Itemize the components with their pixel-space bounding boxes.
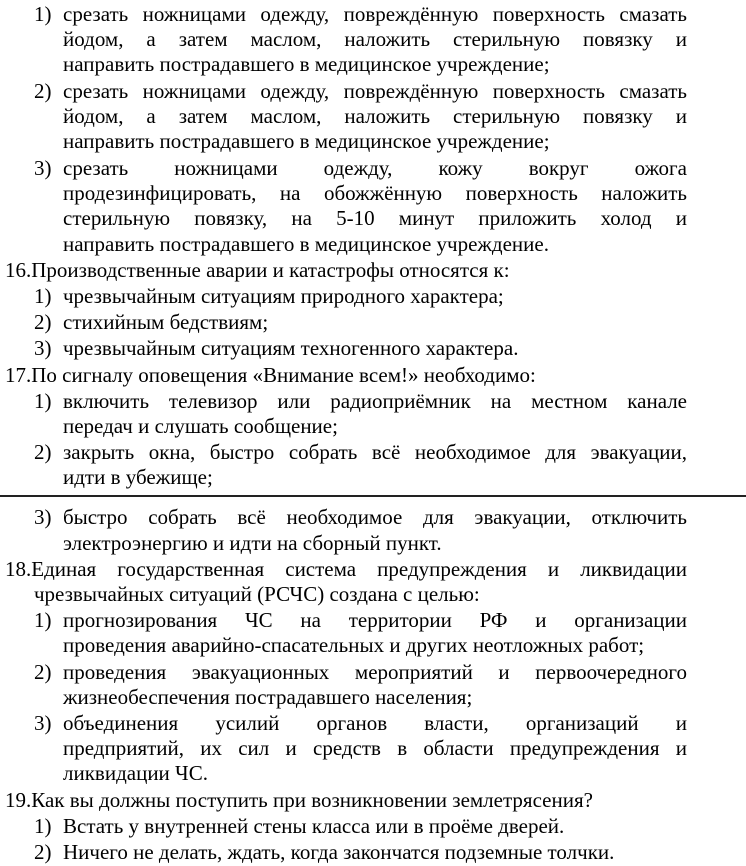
option-number: 3) bbox=[34, 711, 52, 735]
option-text: прогнозирования ЧС на территории РФ и организации bbox=[63, 608, 687, 632]
option-text: йодом, а затем маслом, наложить стерильную повязку и bbox=[63, 27, 687, 51]
option-text: направить пострадавшего в медицинское учреждение; bbox=[63, 129, 550, 153]
option-text: объединения усилий органов власти, организаций и bbox=[63, 711, 687, 735]
question-18: 18.Единая государственная система предупреждения и ликвидации bbox=[5, 557, 687, 581]
option-number: 3) bbox=[34, 156, 52, 180]
option-text: электроэнергию и идти на сборный пункт. bbox=[63, 531, 442, 555]
option-text: срезать ножницами одежду, повреждённую поверхность смазать bbox=[63, 2, 687, 26]
option-text: предприятий, их сил и средств в области предупреждения и bbox=[63, 736, 687, 760]
option-text: чрезвычайным ситуациям природного характера; bbox=[63, 284, 504, 308]
option-number: 2) bbox=[34, 310, 52, 334]
option-text: Ничего не делать, ждать, когда закончатся подземные толчки. bbox=[63, 840, 615, 864]
option-number: 2) bbox=[34, 840, 52, 864]
page-break-divider bbox=[0, 495, 746, 497]
option-text: срезать ножницами одежду, повреждённую поверхность смазать bbox=[63, 79, 687, 103]
option-number: 3) bbox=[34, 505, 52, 529]
option-number: 3) bbox=[34, 336, 52, 360]
option-text: йодом, а затем маслом, наложить стерильную повязку и bbox=[63, 104, 687, 128]
question-17: 17.По сигналу оповещения «Внимание всем!» необходимо: bbox=[5, 363, 536, 387]
option-text: направить пострадавшего в медицинское учреждение. bbox=[63, 232, 549, 256]
option-text: ликвидации ЧС. bbox=[63, 761, 208, 785]
option-text: стерильную повязку, на 5-10 минут приложить холод и bbox=[63, 206, 687, 230]
option-text: передач и слушать сообщение; bbox=[63, 414, 338, 438]
option-text: Встать у внутренней стены класса или в проёме дверей. bbox=[63, 814, 565, 838]
option-number: 1) bbox=[34, 284, 52, 308]
option-number: 2) bbox=[34, 79, 52, 103]
option-number: 2) bbox=[34, 660, 52, 684]
option-text: идти в убежище; bbox=[63, 465, 213, 489]
option-text: чрезвычайным ситуациям техногенного характера. bbox=[63, 336, 519, 360]
question-19: 19.Как вы должны поступить при возникновении землетрясения? bbox=[5, 788, 593, 812]
question-16: 16.Производственные аварии и катастрофы относятся к: bbox=[5, 258, 510, 282]
option-number: 2) bbox=[34, 440, 52, 464]
option-number: 1) bbox=[34, 389, 52, 413]
option-text: быстро собрать всё необходимое для эвакуации, отключить bbox=[63, 505, 687, 529]
option-text: жизнеобеспечения пострадавшего населения; bbox=[63, 685, 473, 709]
option-text: направить пострадавшего в медицинское учреждение; bbox=[63, 52, 550, 76]
option-text: продезинфицировать, на обожжённую поверхность наложить bbox=[63, 181, 687, 205]
option-text: закрыть окна, быстро собрать всё необходимое для эвакуации, bbox=[63, 440, 687, 464]
option-text: срезать ножницами одежду, кожу вокруг ожога bbox=[63, 156, 687, 180]
option-text: проведения эвакуационных мероприятий и первоочередного bbox=[63, 660, 687, 684]
option-number: 1) bbox=[34, 814, 52, 838]
option-number: 1) bbox=[34, 608, 52, 632]
option-text: стихийным бедствиям; bbox=[63, 310, 269, 334]
question-18-continued: чрезвычайных ситуаций (РСЧС) создана с целью: bbox=[34, 582, 480, 606]
option-number: 1) bbox=[34, 2, 52, 26]
option-text: включить телевизор или радиоприёмник на местном канале bbox=[63, 389, 687, 413]
option-text: проведения аварийно-спасательных и других неотложных работ; bbox=[63, 633, 645, 657]
